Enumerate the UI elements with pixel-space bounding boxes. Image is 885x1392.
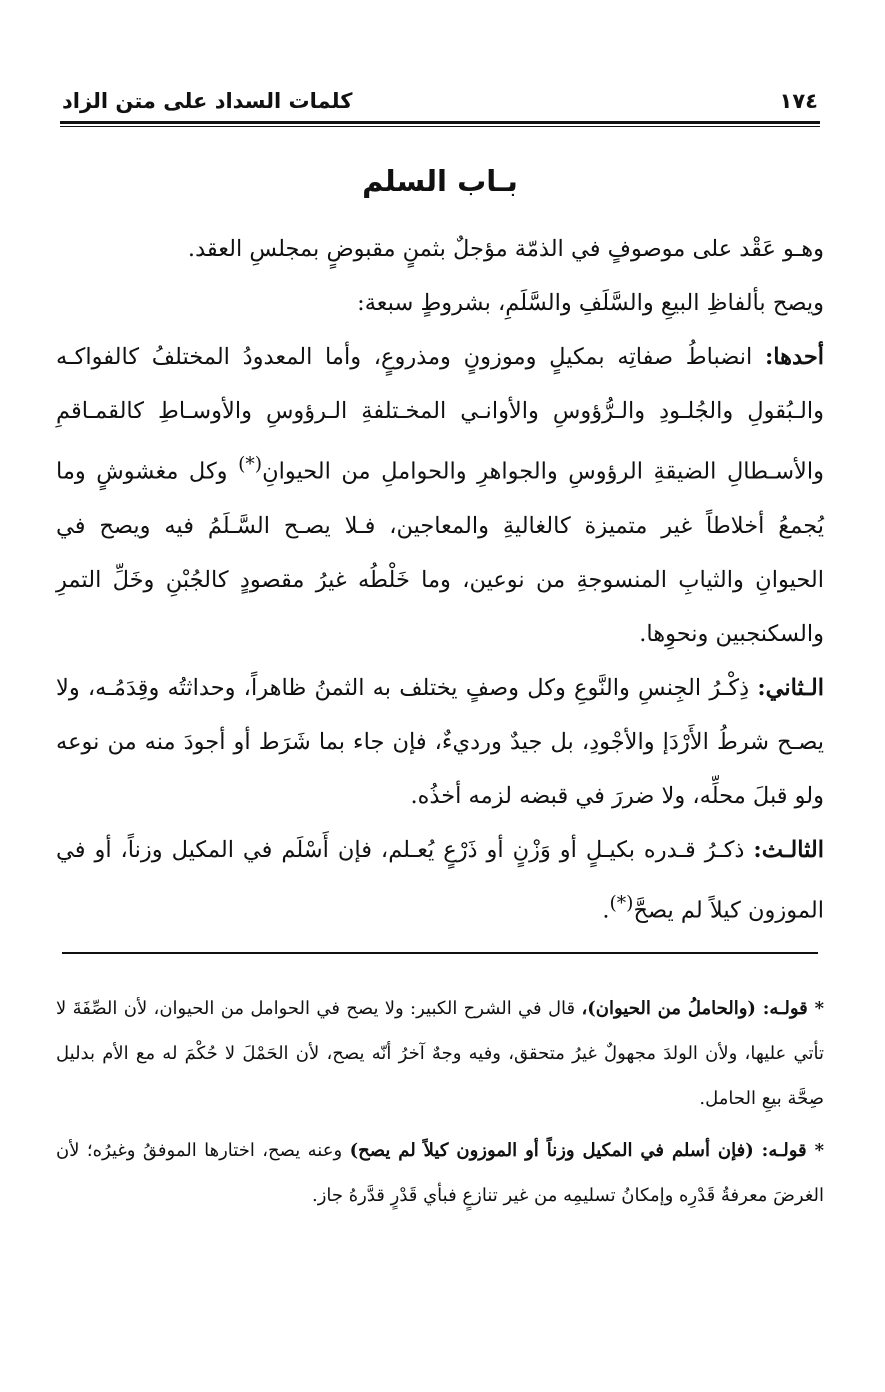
- condition-third-end: .: [602, 897, 610, 923]
- footnote-marker-1: (*): [238, 454, 263, 475]
- footnotes: [56, 986, 824, 1225]
- header-rule: [60, 121, 820, 124]
- condition-first-text-cont: وكل مغشوشٍ وما يُجمعُ أخلاطاً غير متميزة كالغاليةِ والمعاجين، فـلا يصـح السَّـلَمُ فيه ويصح في الحيوانِ والثيابِ المنسوجةِ من نوعين، وما خَلْطُه غيرُ مقصودٍ كالجُبْنِ وخَلِّ التمرِ والسكنجبين ونحوِها.: [56, 458, 824, 647]
- footnote-1: [56, 986, 824, 1121]
- condition-third: [56, 823, 824, 938]
- condition-first: [56, 330, 824, 661]
- footnote-1-ref: * قولـه: (والحاملُ من الحيوان)،: [581, 998, 825, 1019]
- footnote-separator: [62, 952, 818, 954]
- condition-first-text: انضباطُ صفاتِه بمكيلٍ وموزونٍ ومذروعٍ، وأما المعدودُ المختلفُ كالفواكـه والـبُقولِ والجُلـودِ والـرُّؤوسِ والأوانـي المخـتلفةِ الـرؤوسِ والأوسـاطِ كالقمـاقمِ والأسـطالِ الضيقةِ الرؤوسِ والجواهرِ والحواملِ من الحيوانِ: [56, 344, 824, 485]
- footnote-1-text: قال في الشرح الكبير: ولا يصح في الحوامل من الحيوان، لأن الصِّفَةَ لا تأتي عليها، ولأن الولدَ مجهولٌ غيرُ متحقق، وفيه وجهٌ آخرُ أنّه يصح، لأن الحَمْلَ لا حُكْمَ له مع الأم بدليل صِحَّة بيعِ الحامل.: [56, 998, 824, 1109]
- chapter-title: بـاب السلم: [362, 164, 518, 198]
- condition-second-label: الـثاني:: [757, 674, 824, 701]
- condition-third-text: ذكـرُ قـدره بكيـلٍ أو وَزْنٍ أو ذَرْعٍ يُعـلم، فإن أَسْلَم في المكيل وزناً، أو في الموزون كيلاً لم يصحَّ: [56, 836, 824, 923]
- main-text: [56, 222, 824, 937]
- running-header: [62, 86, 818, 116]
- footnote-2: [56, 1128, 824, 1218]
- footnote-2-ref: * قولـه: (فإن أسلم في المكيل وزناً أو الموزون كيلاً لم يصح): [349, 1140, 824, 1161]
- page-number: ١٧٤: [779, 89, 818, 113]
- definition-paragraph: وهـو عَقْد على موصوفٍ في الذمّة مؤجلٌ بثمنٍ مقبوضٍ بمجلسِ العقد.: [187, 236, 824, 262]
- header-rule-thin: [60, 126, 820, 127]
- condition-third-label: الثالـث:: [753, 836, 824, 863]
- footnote-2-text: وعنه يصح، اختارها الموفقُ وغيرُه؛ لأن الغرضَ معرفةُ قَدْرِه وإمكانُ تسليمِه من غير تنازعٍ فبأي قَدْرٍ قدَّرهُ جاز.: [56, 1140, 824, 1206]
- footnote-marker-2: (*): [609, 892, 634, 914]
- conditions-intro: ويصح بألفاظِ البيعِ والسَّلَفِ والسَّلَمِ، بشروطٍ سبعة:: [357, 290, 824, 316]
- condition-first-label: أحدها:: [765, 344, 824, 370]
- book-title: كلمات السداد على متن الزاد: [62, 89, 353, 113]
- condition-second-text: ذِكْـرُ الجِنسِ والنَّوعِ وكل وصفٍ يختلف به الثمنُ ظاهراً، وحداثتُه وقِدَمُـه، ولا يصـح شرطُ الأَرْدَإ والأجْودِ، بل جيدٌ ورديءٌ، فإن جاء بما شَرَط أو أجودَ منه من نوعه ولو قبلَ محلِّه، ولا ضررَ في قبضه لزمه أخذُه.: [56, 674, 824, 809]
- condition-second: [56, 661, 824, 823]
